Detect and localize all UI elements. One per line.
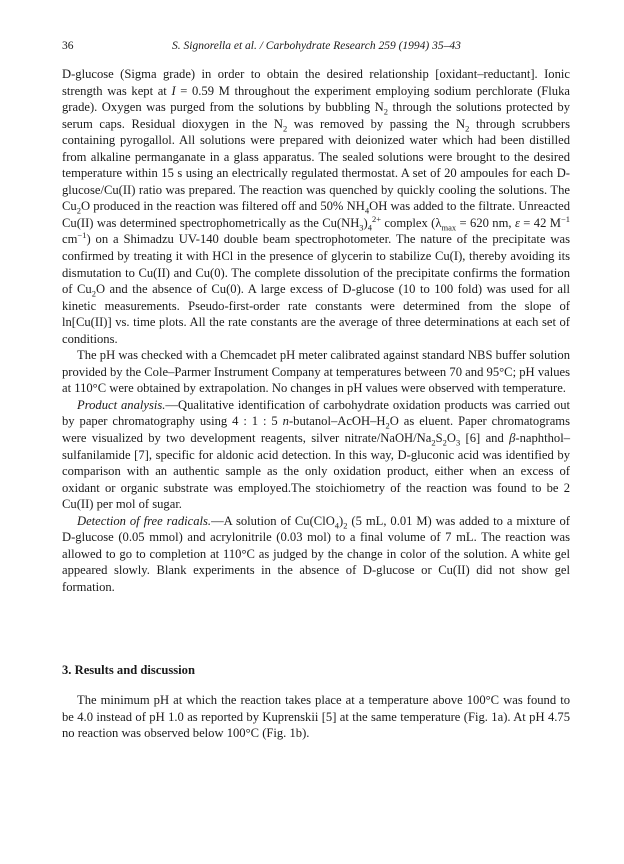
paragraph-experimental-continued: D-glucose (Sigma grade) in order to obtain the desired relationship [oxidant–reductant]. Ionic strength was kept at I = 0.59 M throughout the experiment employing sodium perchlorate (Fluka grade). Oxygen was purged from the solutions by bubbling $N_2$ through the solutions protected by serum caps. Residual dioxygen in the $N_2$ was removed by passing the $N_2$ through scrubbers containing pyrogallol. All solutions were prepared with deionized water which had been distilled from alkaline permanganate in a glass apparatus. The sealed solutions were brought to the desired temperature within 15 s using an electrically regulated thermostat. A set of 20 ampoules for each D-glucose/Cu(II) ratio was prepared. The reaction was quenched by quickly cooling the solutions. The $Cu_2O$ produced in the reaction was filtered off and 50% $NH_4OH$ was added to the filtrate. Unreacted Cu(II) was determined spectrophometrically as the $Cu(NH_3)_4^{2+}$ complex ($\lambda_{max} = 620$ nm, ε = 42 $M^{-1}$ $cm^{-1}$) on a Shimadzu UV-140 double beam spectrophotometer. The nature of the precipitate was confirmed by treating it with HCl in the presence of glycerin to stabilize Cu(I), thereby avoiding its dismutation to Cu(II) and Cu(0). The complete dissolution of the precipitate confirms the formation of $Cu_2O$ and the absence of Cu(0). A large excess of D-glucose (10 to 100 fold) was used for all kinetic measurements. Pseudo-first-order rate constants were determined from the slope of ln[Cu(II)] vs. time plots. All the rate constants are the average of three determinations at each set of conditions. bbox=[62, 67, 571, 346]
body-text bbox=[62, 66, 570, 596]
paragraph-free-radicals: Detection of free radicals.—A solution of $Cu(ClO_4)_2$ (5 mL, 0.01 M) was added to a mixture of D-glucose (0.05 mmol) and acrylonitrile (0.03 mol) to a final volume of 7 mL. The reaction was allowed to go to completion at 110°C as judged by the change in color of the solution. A white gel appeared slowly. Blank experiments in the absence of D-glucose or Cu(II) did not show gel formation. bbox=[62, 513, 570, 594]
page-header bbox=[62, 38, 572, 54]
paragraph-product-analysis: Product analysis.—Qualitative identification of carbohydrate oxidation products was carried out by paper chromatography using 4 : 1 : 5 $n-butanol-AcOH-H_2O$ as eluent. Paper chromatograms were visualized by two development reagents, silver nitrate/$NaOH/Na_2S_2O_3$ [6] and β-naphthol–sulfanilamide [7], specific for aldonic acid detection. In this way, D-gluconic acid was identified by comparison with an authentic sample as the only oxidation product, either when an excess of oxidant or organic substrate was employed.The stoichiometry of the reaction was found to be 2 Cu(II) per mol of sugar. bbox=[62, 397, 571, 512]
product-analysis-heading: Product analysis. bbox=[77, 397, 166, 412]
paragraph-ph-measurement: The pH was checked with a Chemcadet pH meter calibrated against standard NBS buffer solution provided by the Cole–Parmer Instrument Company at temperatures between 70 and 95°C; pH values at 110°C were obtained by extrapolation. No changes in pH values were observed with temperature. bbox=[62, 348, 570, 396]
page-number: 36 bbox=[62, 40, 74, 52]
section-heading-results: 3. Results and discussion bbox=[62, 663, 195, 677]
free-radicals-heading: Detection of free radicals. bbox=[77, 513, 212, 528]
running-head: S. Signorella et al. / Carbohydrate Research 259 (1994) 35–43 bbox=[172, 40, 461, 52]
paragraph-results: The minimum pH at which the reaction takes place at a temperature above 100°C was found to be 4.0 instead of pH 1.0 as reported by Kuprenskii [5] at the same temperature (Fig. 1a). At pH 4.75 no reaction was observed below 100°C (Fig. 1b). bbox=[62, 693, 570, 741]
results-section bbox=[62, 692, 570, 742]
